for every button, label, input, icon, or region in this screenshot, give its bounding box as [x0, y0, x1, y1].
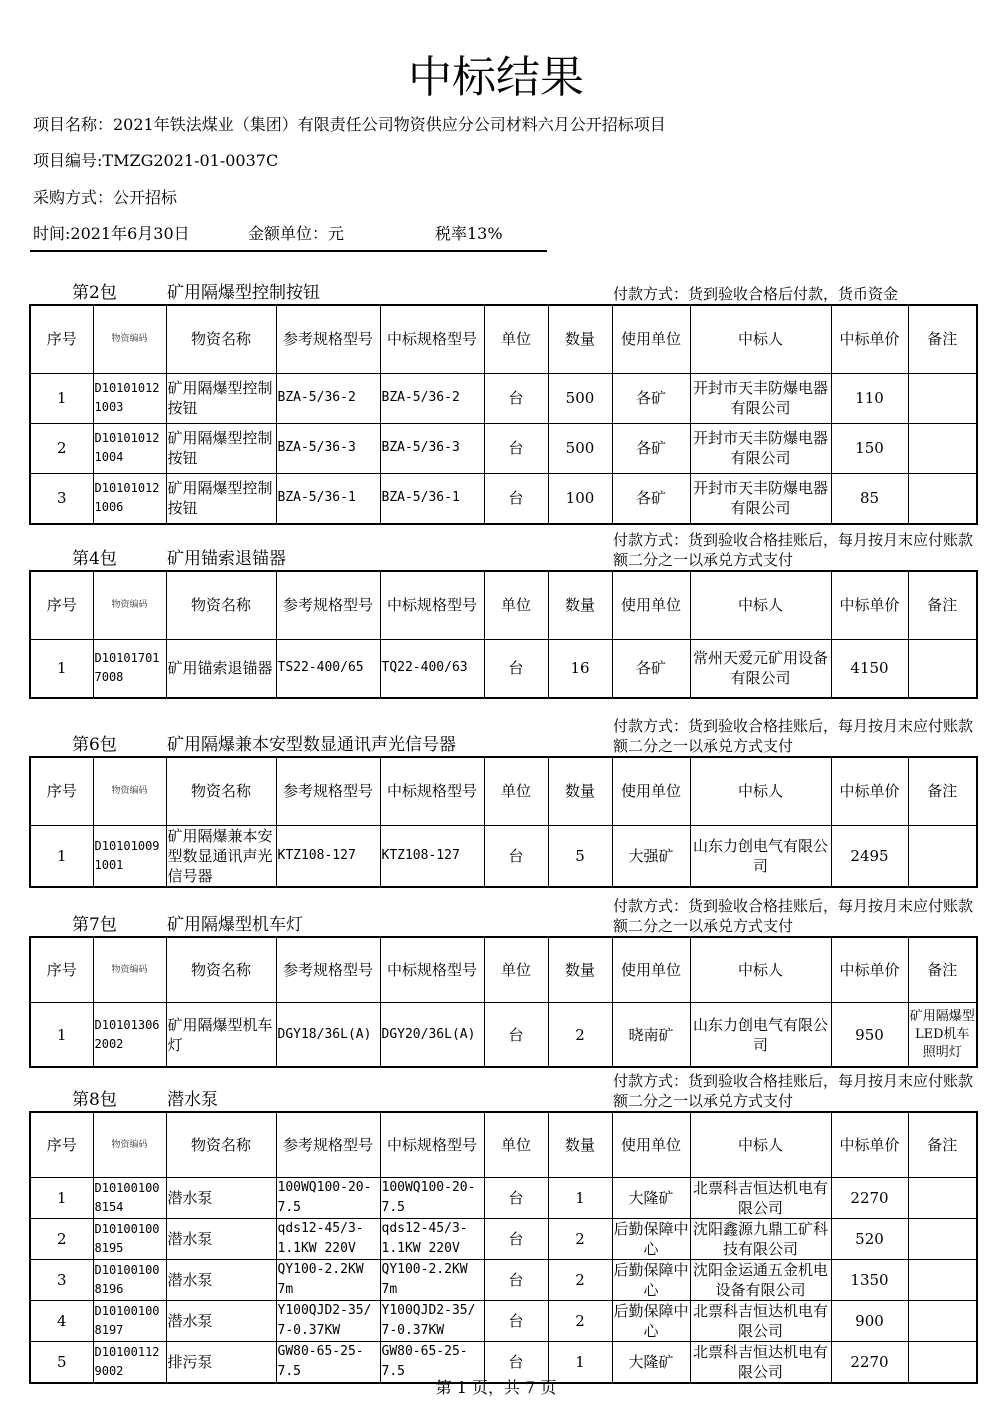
column-header: 序号 [30, 937, 93, 1003]
cell-winner: 沈阳金运通五金机电设备有限公司 [690, 1260, 831, 1301]
package-number: 第7包 [72, 915, 117, 935]
cell-code: D101010091001 [93, 825, 166, 887]
column-header: 备注 [908, 757, 977, 825]
cell-ref-spec: 100WQ100-20-7.5 [276, 1178, 380, 1219]
column-header: 中标规格型号 [380, 1112, 484, 1178]
cell-unit: 台 [484, 1301, 548, 1342]
column-header: 使用单位 [612, 937, 690, 1003]
cell-code: D101001008154 [93, 1178, 166, 1219]
cell-note [908, 1260, 977, 1301]
column-header: 序号 [30, 571, 93, 639]
package-name: 矿用锚索退锚器 [167, 549, 286, 569]
column-header: 物资名称 [166, 937, 276, 1003]
column-header: 中标单价 [831, 937, 908, 1003]
cell-winner: 北票科吉恒达机电有限公司 [690, 1342, 831, 1384]
column-header: 备注 [908, 937, 977, 1003]
column-header: 中标人 [690, 571, 831, 639]
column-header: 数量 [548, 757, 612, 825]
package-header [29, 888, 976, 936]
cell-win-spec: GW80-65-25-7.5 [380, 1342, 484, 1384]
cell-note [908, 825, 977, 887]
column-header: 参考规格型号 [276, 305, 380, 373]
column-header: 备注 [908, 571, 977, 639]
column-header: 中标规格型号 [380, 571, 484, 639]
cell-price: 85 [831, 473, 908, 524]
cell-no: 1 [30, 825, 93, 887]
cell-user: 各矿 [612, 639, 690, 698]
cell-winner: 常州天爱元矿用设备有限公司 [690, 639, 831, 698]
tax-rate: 税率13% [435, 224, 503, 243]
cell-no: 1 [30, 1178, 93, 1219]
cell-code: D101001008195 [93, 1219, 166, 1260]
payment-terms: 付款方式：货到验收合格挂账后，每月按月末应付账款额二分之一以承兑方式支付 [613, 897, 974, 935]
column-header: 中标人 [690, 305, 831, 373]
package-number: 第4包 [72, 549, 117, 569]
cell-name: 潜水泵 [166, 1219, 276, 1260]
project-number: 项目编号:TMZG2021-01-0037C [33, 151, 279, 170]
cell-qty: 1 [548, 1342, 612, 1384]
award-table [29, 756, 978, 888]
cell-qty: 16 [548, 639, 612, 698]
table-row [30, 639, 977, 698]
cell-ref-spec: BZA-5/36-2 [276, 373, 380, 423]
column-header: 物资名称 [166, 757, 276, 825]
cell-winner: 北票科吉恒达机电有限公司 [690, 1178, 831, 1219]
cell-winner: 沈阳鑫源九鼎工矿科技有限公司 [690, 1219, 831, 1260]
cell-price: 900 [831, 1301, 908, 1342]
cell-win-spec: BZA-5/36-1 [380, 473, 484, 524]
column-header: 中标单价 [831, 1112, 908, 1178]
cell-code: D101010121006 [93, 473, 166, 524]
cell-ref-spec: QY100-2.2KW 7m [276, 1260, 380, 1301]
column-header: 物资名称 [166, 1112, 276, 1178]
cell-no: 2 [30, 423, 93, 473]
cell-code: D101001008197 [93, 1301, 166, 1342]
cell-ref-spec: KTZ108-127 [276, 825, 380, 887]
cell-win-spec: Y100QJD2-35/7-0.37KW [380, 1301, 484, 1342]
cell-win-spec: KTZ108-127 [380, 825, 484, 887]
cell-qty: 2 [548, 1301, 612, 1342]
award-table [29, 304, 978, 525]
column-header: 数量 [548, 1112, 612, 1178]
cell-ref-spec: Y100QJD2-35/7-0.37KW [276, 1301, 380, 1342]
cell-name: 矿用隔爆型机车灯 [166, 1003, 276, 1068]
column-header: 使用单位 [612, 305, 690, 373]
cell-code: D101010121004 [93, 423, 166, 473]
column-header: 数量 [548, 937, 612, 1003]
cell-win-spec: DGY20/36L(A) [380, 1003, 484, 1068]
package-header [29, 522, 976, 570]
table-header-row [30, 937, 977, 1003]
column-header: 使用单位 [612, 571, 690, 639]
package-name: 矿用隔爆型控制按钮 [167, 283, 320, 303]
cell-note [908, 1219, 977, 1260]
cell-note [908, 1178, 977, 1219]
column-header: 使用单位 [612, 1112, 690, 1178]
column-header: 单位 [484, 757, 548, 825]
cell-unit: 台 [484, 1178, 548, 1219]
cell-price: 110 [831, 373, 908, 423]
cell-ref-spec: GW80-65-25-7.5 [276, 1342, 380, 1384]
column-header: 物资编码 [93, 305, 166, 373]
cell-win-spec: QY100-2.2KW 7m [380, 1260, 484, 1301]
column-header: 备注 [908, 305, 977, 373]
column-header: 物资编码 [93, 937, 166, 1003]
table-row [30, 1003, 977, 1068]
cell-price: 4150 [831, 639, 908, 698]
cell-note [908, 473, 977, 524]
cell-name: 矿用锚索退锚器 [166, 639, 276, 698]
cell-unit: 台 [484, 1342, 548, 1384]
column-header: 数量 [548, 571, 612, 639]
column-header: 物资名称 [166, 305, 276, 373]
table-header-row [30, 571, 977, 639]
column-header: 备注 [908, 1112, 977, 1178]
page-footer: 第 1 页，共 7 页 [435, 1378, 557, 1397]
cell-qty: 500 [548, 423, 612, 473]
cell-win-spec: TQ22-400/63 [380, 639, 484, 698]
cell-user: 各矿 [612, 423, 690, 473]
cell-ref-spec: TS22-400/65 [276, 639, 380, 698]
cell-note [908, 373, 977, 423]
table-row [30, 1301, 977, 1342]
package-section [29, 522, 976, 699]
cell-name: 排污泵 [166, 1342, 276, 1384]
cell-note [908, 639, 977, 698]
cell-unit: 台 [484, 1260, 548, 1301]
cell-win-spec: BZA-5/36-3 [380, 423, 484, 473]
cell-price: 520 [831, 1219, 908, 1260]
award-table [29, 1111, 978, 1384]
purchase-method: 采购方式：公开招标 [33, 188, 178, 207]
cell-user: 晓南矿 [612, 1003, 690, 1068]
cell-winner: 山东力创电气有限公司 [690, 1003, 831, 1068]
table-header-row [30, 757, 977, 825]
column-header: 参考规格型号 [276, 757, 380, 825]
cell-win-spec: qds12-45/3-1.1KW 220V [380, 1219, 484, 1260]
cell-qty: 100 [548, 473, 612, 524]
column-header: 序号 [30, 757, 93, 825]
cell-user: 各矿 [612, 473, 690, 524]
table-row [30, 1178, 977, 1219]
package-name: 潜水泵 [167, 1090, 218, 1110]
cell-code: D101013062002 [93, 1003, 166, 1068]
package-name: 矿用隔爆兼本安型数显通讯声光信号器 [167, 735, 456, 755]
table-row [30, 473, 977, 524]
package-number: 第8包 [72, 1090, 117, 1110]
column-header: 物资名称 [166, 571, 276, 639]
cell-winner: 开封市天丰防爆电器有限公司 [690, 373, 831, 423]
cell-no: 3 [30, 473, 93, 524]
cell-note [908, 423, 977, 473]
cell-no: 3 [30, 1260, 93, 1301]
column-header: 数量 [548, 305, 612, 373]
award-table [29, 936, 978, 1068]
currency-unit: 金额单位：元 [248, 224, 345, 243]
cell-winner: 开封市天丰防爆电器有限公司 [690, 423, 831, 473]
column-header: 中标单价 [831, 305, 908, 373]
cell-unit: 台 [484, 473, 548, 524]
table-row [30, 1219, 977, 1260]
cell-no: 1 [30, 639, 93, 698]
cell-name: 矿用隔爆兼本安型数显通讯声光信号器 [166, 825, 276, 887]
column-header: 单位 [484, 1112, 548, 1178]
package-section [29, 708, 976, 888]
cell-unit: 台 [484, 373, 548, 423]
cell-note [908, 1301, 977, 1342]
column-header: 单位 [484, 305, 548, 373]
package-section [29, 888, 976, 1068]
table-row [30, 423, 977, 473]
cell-user: 大隆矿 [612, 1178, 690, 1219]
package-name: 矿用隔爆型机车灯 [167, 915, 303, 935]
column-header: 序号 [30, 1112, 93, 1178]
package-header [29, 1063, 976, 1111]
table-header-row [30, 1112, 977, 1178]
payment-terms: 付款方式：货到验收合格挂账后，每月按月末应付账款额二分之一以承兑方式支付 [613, 531, 974, 569]
header-divider [30, 250, 547, 252]
column-header: 使用单位 [612, 757, 690, 825]
cell-price: 150 [831, 423, 908, 473]
package-header [29, 708, 976, 756]
cell-name: 潜水泵 [166, 1301, 276, 1342]
cell-qty: 5 [548, 825, 612, 887]
cell-ref-spec: BZA-5/36-3 [276, 423, 380, 473]
cell-price: 950 [831, 1003, 908, 1068]
table-row [30, 825, 977, 887]
table-row [30, 1260, 977, 1301]
cell-name: 矿用隔爆型控制按钮 [166, 373, 276, 423]
cell-unit: 台 [484, 1219, 548, 1260]
payment-terms: 付款方式：货到验收合格挂账后，每月按月末应付账款额二分之一以承兑方式支付 [613, 717, 974, 755]
package-number: 第2包 [72, 283, 117, 303]
cell-unit: 台 [484, 1003, 548, 1068]
award-table [29, 570, 978, 699]
column-header: 中标规格型号 [380, 937, 484, 1003]
cell-win-spec: 100WQ100-20-7.5 [380, 1178, 484, 1219]
cell-no: 4 [30, 1301, 93, 1342]
payment-terms: 付款方式：货到验收合格后付款，货币资金 [613, 285, 899, 303]
column-header: 参考规格型号 [276, 571, 380, 639]
cell-no: 1 [30, 373, 93, 423]
cell-winner: 开封市天丰防爆电器有限公司 [690, 473, 831, 524]
column-header: 物资编码 [93, 571, 166, 639]
column-header: 参考规格型号 [276, 937, 380, 1003]
cell-user: 大隆矿 [612, 1342, 690, 1384]
column-header: 序号 [30, 305, 93, 373]
column-header: 参考规格型号 [276, 1112, 380, 1178]
column-header: 中标规格型号 [380, 305, 484, 373]
column-header: 中标单价 [831, 757, 908, 825]
package-header [29, 256, 976, 304]
table-header-row [30, 305, 977, 373]
cell-no: 2 [30, 1219, 93, 1260]
publish-time: 时间:2021年6月30日 [33, 224, 190, 243]
cell-unit: 台 [484, 825, 548, 887]
column-header: 物资编码 [93, 757, 166, 825]
cell-code: D101001129002 [93, 1342, 166, 1384]
cell-qty: 2 [548, 1003, 612, 1068]
cell-user: 后勤保障中心 [613, 1220, 689, 1258]
cell-qty: 1 [548, 1178, 612, 1219]
package-number: 第6包 [72, 735, 117, 755]
cell-note: 矿用隔爆型LED机车照明灯 [908, 1003, 977, 1068]
column-header: 中标单价 [831, 571, 908, 639]
cell-price: 2270 [831, 1178, 908, 1219]
cell-unit: 台 [484, 639, 548, 698]
table-row [30, 373, 977, 423]
column-header: 物资编码 [93, 1112, 166, 1178]
column-header: 中标规格型号 [380, 757, 484, 825]
package-section [29, 256, 976, 525]
cell-user: 后勤保障中心 [613, 1261, 689, 1299]
column-header: 中标人 [690, 1112, 831, 1178]
cell-name: 矿用隔爆型控制按钮 [166, 473, 276, 524]
cell-name: 潜水泵 [166, 1260, 276, 1301]
cell-qty: 2 [548, 1260, 612, 1301]
project-name: 项目名称：2021年铁法煤业（集团）有限责任公司物资供应分公司材料六月公开招标项目 [33, 115, 666, 134]
cell-no: 5 [30, 1342, 93, 1384]
package-section [29, 1063, 976, 1384]
payment-terms: 付款方式：货到验收合格挂账后，每月按月末应付账款额二分之一以承兑方式支付 [613, 1072, 974, 1110]
page-title: 中标结果 [408, 52, 584, 103]
cell-qty: 2 [548, 1219, 612, 1260]
cell-user: 大强矿 [612, 825, 690, 887]
column-header: 中标人 [690, 937, 831, 1003]
cell-price: 1350 [831, 1260, 908, 1301]
cell-user: 各矿 [612, 373, 690, 423]
column-header: 中标人 [690, 757, 831, 825]
cell-winner: 北票科吉恒达机电有限公司 [690, 1301, 831, 1342]
cell-no: 1 [30, 1003, 93, 1068]
cell-qty: 500 [548, 373, 612, 423]
cell-code: D101001008196 [93, 1260, 166, 1301]
cell-ref-spec: qds12-45/3-1.1KW 220V [276, 1219, 380, 1260]
cell-code: D101010121003 [93, 373, 166, 423]
cell-winner: 山东力创电气有限公司 [690, 825, 831, 887]
cell-name: 矿用隔爆型控制按钮 [166, 423, 276, 473]
cell-ref-spec: DGY18/36L(A) [276, 1003, 380, 1068]
cell-price: 2270 [831, 1342, 908, 1384]
cell-name: 潜水泵 [166, 1178, 276, 1219]
column-header: 单位 [484, 571, 548, 639]
column-header: 单位 [484, 937, 548, 1003]
cell-price: 2495 [831, 825, 908, 887]
cell-win-spec: BZA-5/36-2 [380, 373, 484, 423]
cell-ref-spec: BZA-5/36-1 [276, 473, 380, 524]
cell-unit: 台 [484, 423, 548, 473]
cell-code: D101017017008 [93, 639, 166, 698]
cell-user: 后勤保障中心 [613, 1302, 689, 1340]
